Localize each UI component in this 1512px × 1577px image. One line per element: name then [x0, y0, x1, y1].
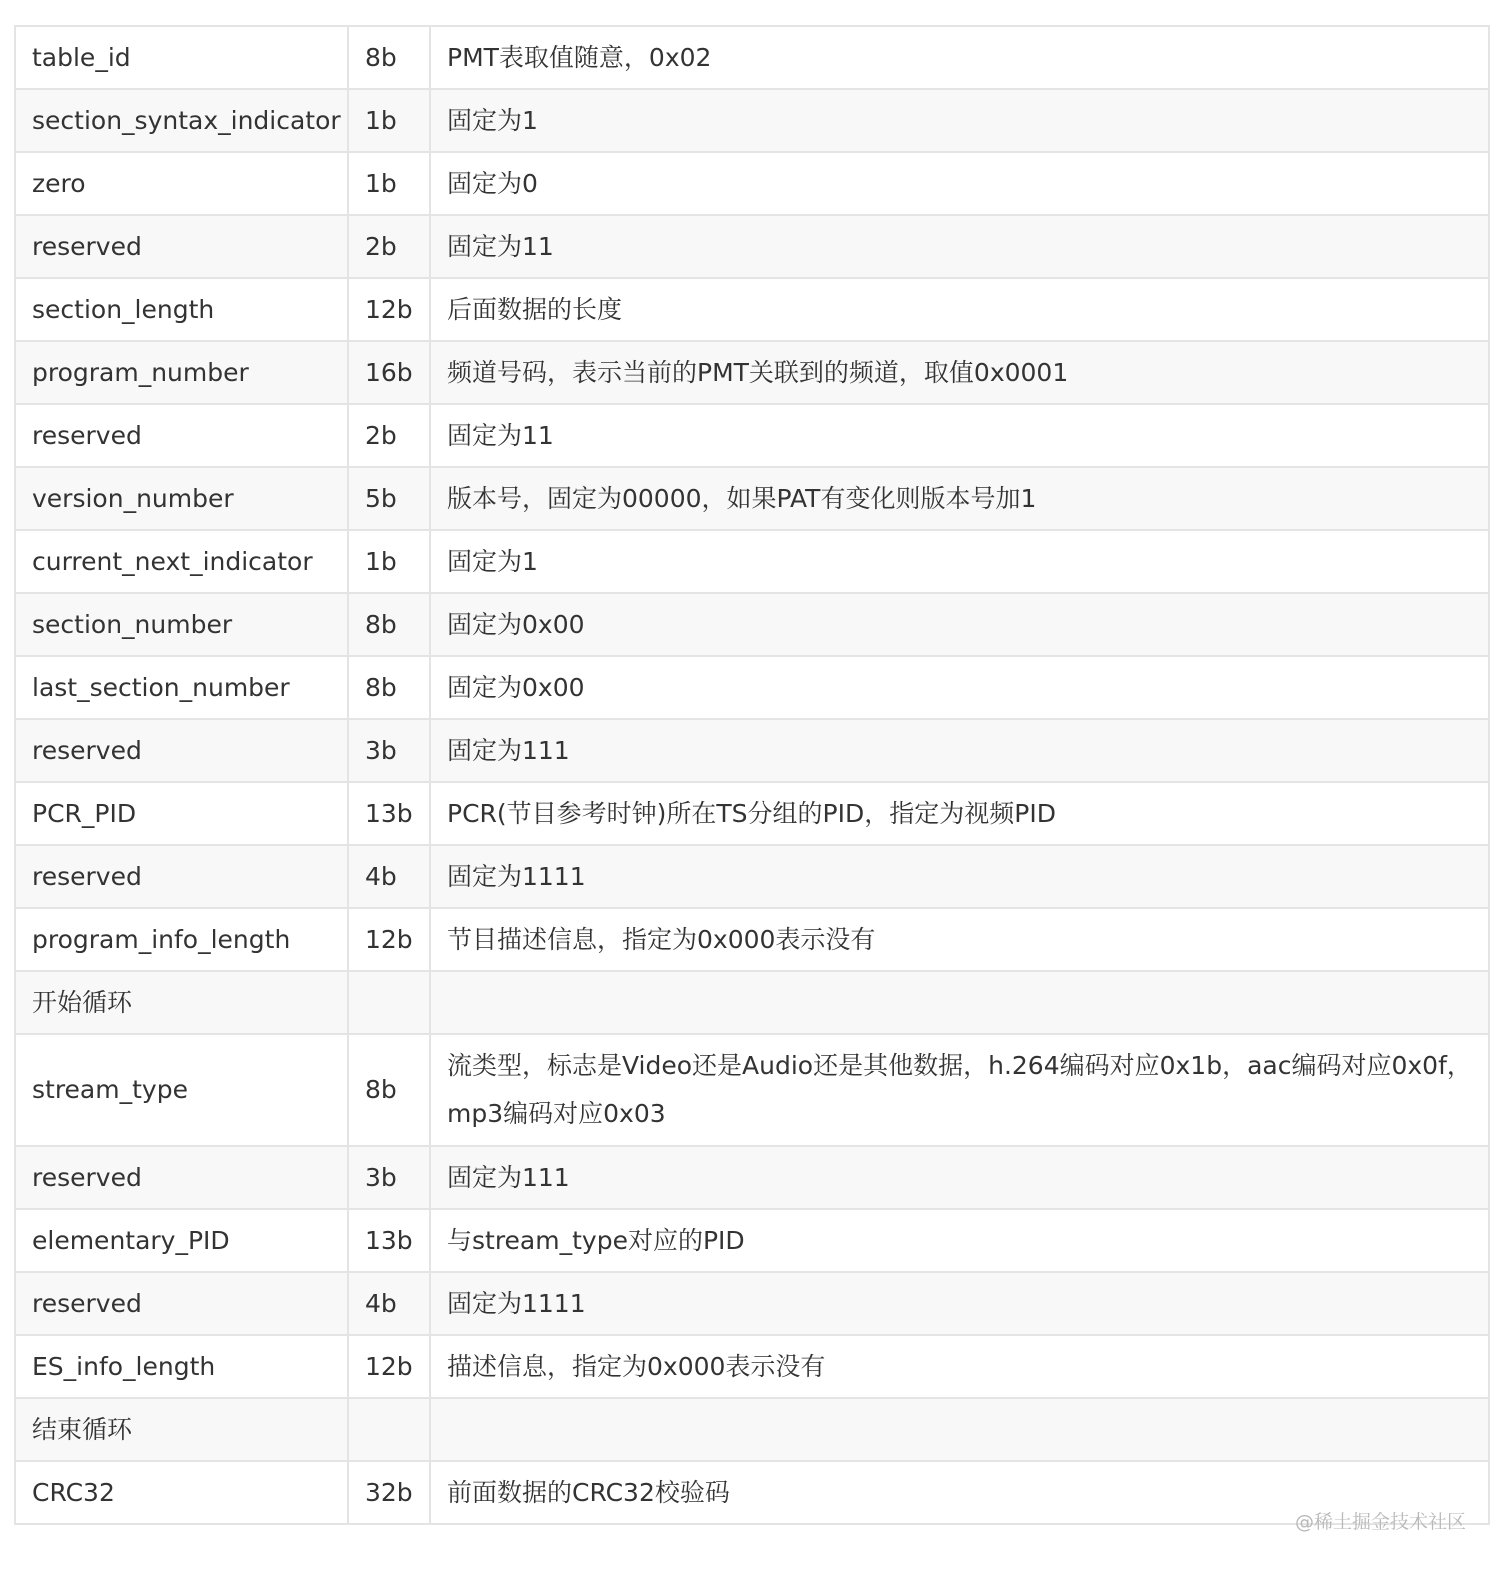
table-row: [15, 278, 1489, 341]
table-row: [15, 1209, 1489, 1272]
bit-length-cell: 16b: [348, 341, 430, 404]
table-row: [15, 971, 1489, 1034]
description-cell: 固定为111: [430, 719, 1489, 782]
table-row: [15, 341, 1489, 404]
field-name-cell: CRC32: [15, 1461, 348, 1524]
bit-length-cell: 32b: [348, 1461, 430, 1524]
description-cell: 固定为1111: [430, 845, 1489, 908]
bit-length-cell: [348, 971, 430, 1034]
description-cell: 固定为0x00: [430, 656, 1489, 719]
bit-length-cell: 12b: [348, 1335, 430, 1398]
field-name-cell: version_number: [15, 467, 348, 530]
description-cell: 固定为111: [430, 1146, 1489, 1209]
field-name-cell: reserved: [15, 1272, 348, 1335]
field-name-cell: last_section_number: [15, 656, 348, 719]
field-name-cell: section_syntax_indicator: [15, 89, 348, 152]
bit-length-cell: 8b: [348, 1034, 430, 1146]
table-row: [15, 1461, 1489, 1524]
table-row: [15, 152, 1489, 215]
description-cell: 流类型，标志是Video还是Audio还是其他数据，h.264编码对应0x1b，aac编码对应0x0f，mp3编码对应0x03: [430, 1034, 1489, 1146]
bit-length-cell: 5b: [348, 467, 430, 530]
bit-length-cell: 2b: [348, 404, 430, 467]
field-name-cell: 结束循环: [15, 1398, 348, 1461]
field-name-cell: stream_type: [15, 1034, 348, 1146]
bit-length-cell: 8b: [348, 656, 430, 719]
description-cell: 节目描述信息，指定为0x000表示没有: [430, 908, 1489, 971]
table-row: [15, 719, 1489, 782]
table-row: [15, 845, 1489, 908]
bit-length-cell: 4b: [348, 845, 430, 908]
table-row: [15, 404, 1489, 467]
bit-length-cell: 1b: [348, 152, 430, 215]
watermark: @稀土掘金技术社区: [1294, 1511, 1466, 1533]
bit-length-cell: 12b: [348, 278, 430, 341]
table-row: [15, 1272, 1489, 1335]
field-name-cell: zero: [15, 152, 348, 215]
bit-length-cell: 8b: [348, 26, 430, 89]
field-name-cell: table_id: [15, 26, 348, 89]
bit-length-cell: 2b: [348, 215, 430, 278]
table-row: [15, 1034, 1489, 1146]
table-row: [15, 26, 1489, 89]
table-row: [15, 467, 1489, 530]
description-cell: 固定为1111: [430, 1272, 1489, 1335]
field-name-cell: reserved: [15, 845, 348, 908]
bit-length-cell: 13b: [348, 1209, 430, 1272]
field-name-cell: reserved: [15, 1146, 348, 1209]
field-name-cell: program_number: [15, 341, 348, 404]
table-row: [15, 530, 1489, 593]
description-cell: [430, 1398, 1489, 1461]
table-row: [15, 1146, 1489, 1209]
pmt-field-table-container: [14, 25, 1488, 1525]
field-name-cell: section_number: [15, 593, 348, 656]
table-row: [15, 1335, 1489, 1398]
description-cell: 版本号，固定为00000，如果PAT有变化则版本号加1: [430, 467, 1489, 530]
description-cell: 后面数据的长度: [430, 278, 1489, 341]
field-name-cell: 开始循环: [15, 971, 348, 1034]
description-cell: PCR(节目参考时钟)所在TS分组的PID，指定为视频PID: [430, 782, 1489, 845]
bit-length-cell: 1b: [348, 530, 430, 593]
description-cell: PMT表取值随意，0x02: [430, 26, 1489, 89]
description-cell: 固定为11: [430, 215, 1489, 278]
bit-length-cell: 3b: [348, 719, 430, 782]
field-name-cell: reserved: [15, 404, 348, 467]
bit-length-cell: 4b: [348, 1272, 430, 1335]
table-body: [15, 26, 1489, 1524]
field-name-cell: current_next_indicator: [15, 530, 348, 593]
description-cell: 描述信息，指定为0x000表示没有: [430, 1335, 1489, 1398]
description-cell: 固定为0x00: [430, 593, 1489, 656]
description-cell: 固定为1: [430, 89, 1489, 152]
field-name-cell: program_info_length: [15, 908, 348, 971]
bit-length-cell: 12b: [348, 908, 430, 971]
table-row: [15, 1398, 1489, 1461]
table-row: [15, 593, 1489, 656]
table-row: [15, 656, 1489, 719]
description-cell: 频道号码，表示当前的PMT关联到的频道，取值0x0001: [430, 341, 1489, 404]
table-row: [15, 215, 1489, 278]
table-row: [15, 908, 1489, 971]
description-cell: [430, 971, 1489, 1034]
field-name-cell: reserved: [15, 719, 348, 782]
pmt-field-table: [14, 25, 1490, 1525]
description-cell: 与stream_type对应的PID: [430, 1209, 1489, 1272]
field-name-cell: elementary_PID: [15, 1209, 348, 1272]
description-cell: 固定为11: [430, 404, 1489, 467]
table-row: [15, 89, 1489, 152]
field-name-cell: section_length: [15, 278, 348, 341]
description-cell: 前面数据的CRC32校验码: [430, 1461, 1489, 1524]
bit-length-cell: 1b: [348, 89, 430, 152]
field-name-cell: reserved: [15, 215, 348, 278]
field-name-cell: PCR_PID: [15, 782, 348, 845]
bit-length-cell: [348, 1398, 430, 1461]
field-name-cell: ES_info_length: [15, 1335, 348, 1398]
description-cell: 固定为0: [430, 152, 1489, 215]
bit-length-cell: 3b: [348, 1146, 430, 1209]
table-row: [15, 782, 1489, 845]
bit-length-cell: 8b: [348, 593, 430, 656]
bit-length-cell: 13b: [348, 782, 430, 845]
description-cell: 固定为1: [430, 530, 1489, 593]
